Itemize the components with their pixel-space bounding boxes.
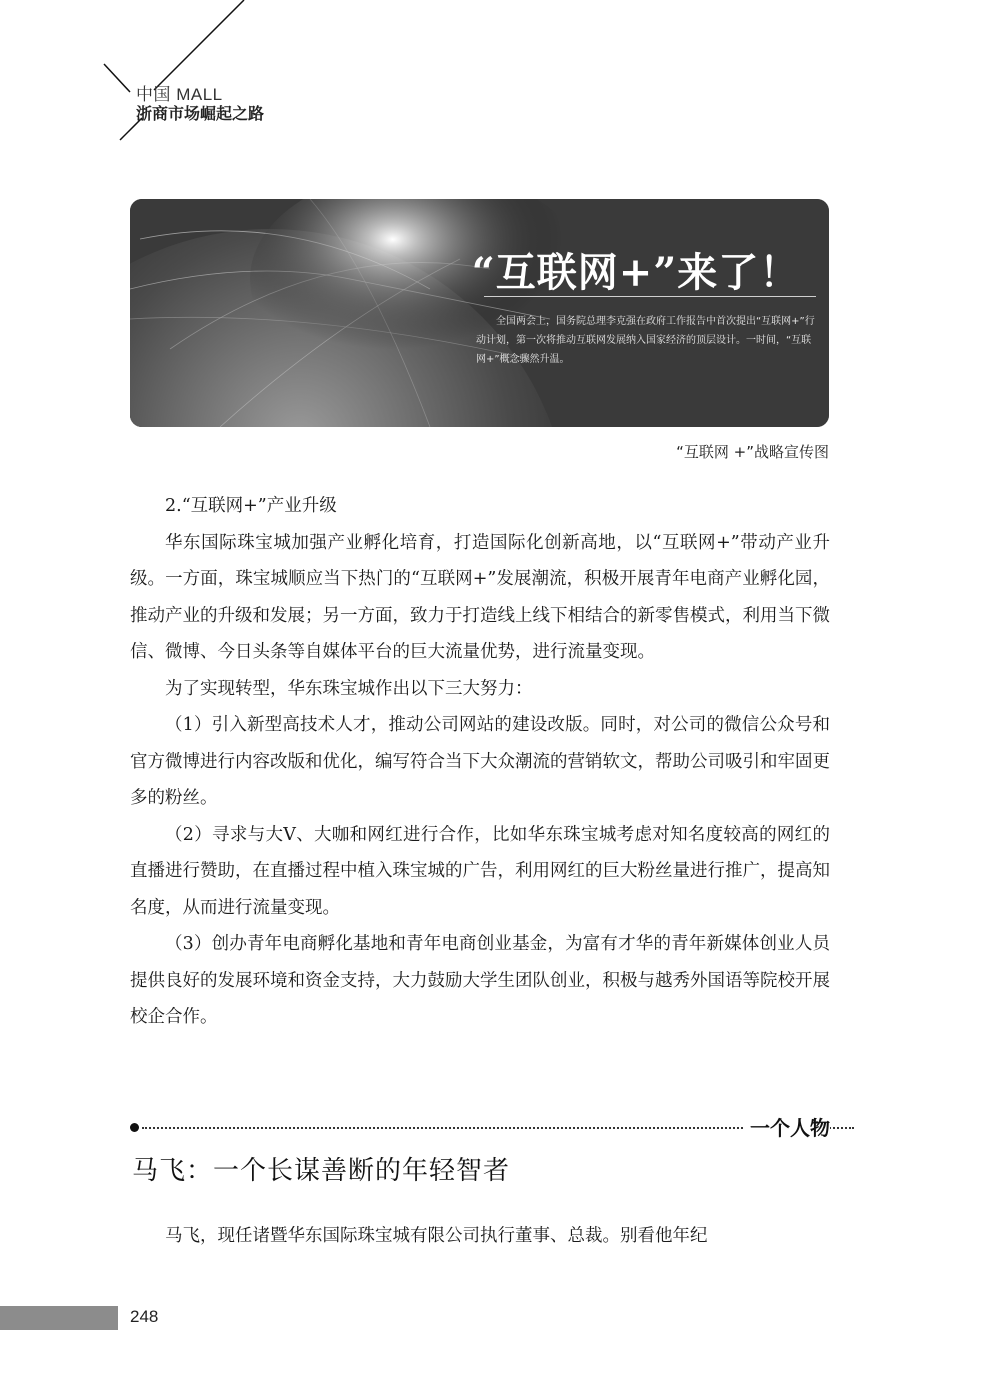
banner-description: 全国两会上，国务院总理李克强在政府工作报告中首次提出“互联网+”行动计划，第一次将推动互联网发展纳入国家经济的顶层设计。一时间，“互联网+”概念骤然升温。 [476,316,815,365]
section-label: 一个人物 [744,1112,830,1141]
section-title: 马飞：一个长谋善断的年轻智者 [132,1156,511,1186]
section-divider [130,1116,830,1140]
image-caption: “互联网 +”战略宣传图 [676,443,829,461]
subsection-heading: 2.“互联网+”产业升级 [165,496,337,516]
paragraph: （2）寻求与大V、大咖和网红进行合作，比如华东珠宝城考虑对知名度较高的网红的直播进行赞助，在直播过程中植入珠宝城的广告，利用网红的巨大粉丝量进行推广，提高知名度，从而进行流量变现。 [130,824,830,918]
banner-title: “互联网+”来了！ [471,249,801,296]
bullet-dot-icon [130,1123,139,1132]
paragraph: 华东国际珠宝城加强产业孵化培育，打造国际化创新高地，以“互联网+”带动产业升级。一方面，珠宝城顺应当下热门的“互联网+”发展潮流，积极开展青年电商产业孵化园，推动产业的升级和发展；另一方面，致力于打造线上线下相结合的新零售模式，利用当下微信、微博、今日头条等自媒体平台的巨大流量优势，进行流量变现。 [130,532,830,662]
paragraph: 马飞，现任诸暨华东国际珠宝城有限公司执行董事、总裁。别看他年纪 [165,1226,708,1246]
series-name: 中国 MALL [136,85,223,104]
page-number-bar [0,1306,118,1330]
paragraph: 为了实现转型，华东珠宝城作出以下三大努力： [165,678,533,699]
book-subtitle: 浙商市场崛起之路 [136,104,265,123]
body-text [130,488,830,1036]
paragraph: （1）引入新型高技术人才，推动公司网站的建设改版。同时，对公司的微信公众号和官方微博进行内容改版和优化，编写符合当下大众潮流的营销软文，帮助公司吸引和牢固更多的粉丝。 [130,715,830,808]
internet-plus-banner [130,199,829,427]
page-number: 248 [130,1307,159,1326]
header-decoration [0,0,300,150]
paragraph: （3）创办青年电商孵化基地和青年电商创业基金，为富有才华的青年新媒体创业人员提供良好的发展环境和资金支持，大力鼓励大学生团队创业，积极与越秀外国语等院校开展校企合作。 [130,934,830,1027]
banner-divider [484,296,816,297]
